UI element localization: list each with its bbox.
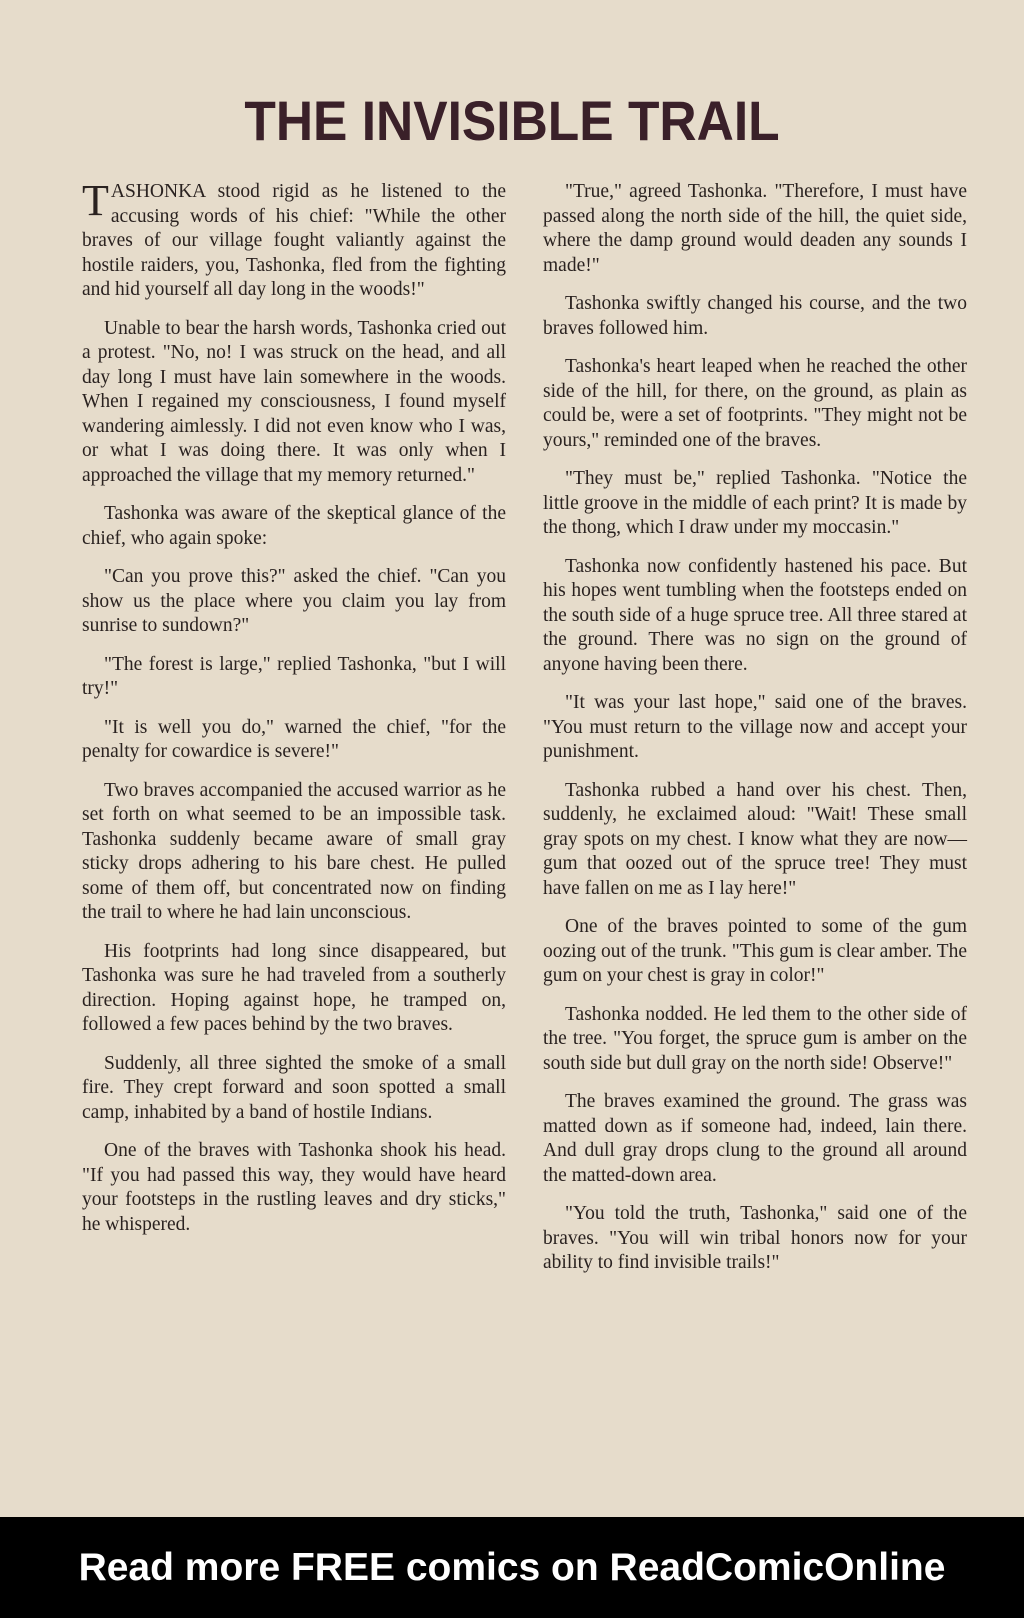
paragraph: His footprints had long since disappeared, but Tashonka was sure he had traveled from a southerly direction. Hoping against hope, he tramped on, followed a few paces behind by the two braves. [82, 940, 506, 1035]
paragraph: "The forest is large," replied Tashonka, "but I will try!" [82, 653, 506, 699]
paragraph: One of the braves with Tashonka shook his head. "If you had passed this way, they would have heard your footsteps in the rustling leaves and dry sticks," he whispered. [82, 1140, 506, 1235]
paragraph: Tashonka rubbed a hand over his chest. Then, suddenly, he exclaimed aloud: "Wait! These small gray spots on my chest. I know what they are now—gum that oozed out of the spruce tree! They must have fallen on me as I lay here!" [543, 779, 967, 899]
paragraph: The braves examined the ground. The grass was matted down as if someone had, indeed, lain there. And dull gray drops clung to the ground all around the matted-down area. [543, 1091, 967, 1186]
paragraph: Suddenly, all three sighted the smoke of a small fire. They crept forward and soon spotted a small camp, inhabited by a band of hostile Indians. [82, 1052, 506, 1123]
paragraph: Tashonka now confidently hastened his pace. But his hopes went tumbling when the footsteps ended on the south side of a huge spruce tree. All three stared at the ground. There was no sign on the ground of anyone having been there. [543, 555, 967, 675]
paragraph: "True," agreed Tashonka. "Therefore, I must have passed along the north side of the hill, the quiet side, where the damp ground would deaden any sounds I made!" [543, 181, 967, 276]
paragraph: Tashonka nodded. He led them to the other side of the tree. "You forget, the spruce gum is amber on the south side but dull gray on the north side! Observe!" [543, 1003, 967, 1074]
paragraph: Tashonka swiftly changed his course, and the two braves followed him. [543, 293, 967, 339]
paragraph: One of the braves pointed to some of the gum oozing out of the trunk. "This gum is clear amber. The gum on your chest is gray in color!" [543, 916, 967, 986]
left-column [82, 176, 506, 1251]
promo-banner[interactable]: Read more FREE comics on ReadComicOnline [0, 1517, 1024, 1618]
paragraph: Tashonka's heart leaped when he reached the other side of the hill, for there, on the ground, as plain as could be, were a set of footprints. "They might not be yours," reminded one of the braves. [543, 356, 967, 451]
paragraph: Unable to bear the harsh words, Tashonka cried out a protest. "No, no! I was struck on the head, and all day long I must have lain somewhere in the woods. When I regained my consciousness, I found myself wandering aimlessly. I did not even know who I was, or what I was doing there. It was only when I approached the village that my memory returned." [82, 317, 506, 486]
opening-paragraph [82, 176, 506, 303]
drop-cap: T [82, 176, 109, 225]
opening-text: ASHONKA stood rigid as he listened to the accusing words of his chief: "While the other braves of our village fought valiantly against the hostile raiders, you, Tashonka, fled from the fighting and hid yourself all day long in the woods!" [82, 181, 506, 300]
story-title: THE INVISIBLE TRAIL [244, 89, 780, 152]
paragraph: "Can you prove this?" asked the chief. "Can you show us the place where you claim you lay from sunrise to sundown?" [82, 566, 506, 636]
paragraph: "They must be," replied Tashonka. "Notice the little groove in the middle of each print? It is made by the thong, which I draw under my moccasin." [543, 468, 967, 538]
paragraph: Tashonka was aware of the skeptical glance of the chief, who again spoke: [82, 503, 506, 549]
paragraph: Two braves accompanied the accused warrior as he set forth on what seemed to be an impossible task. Tashonka suddenly became aware of small gray sticky drops adhering to his bare chest. He pulled some of them off, but concentrated now on finding the trail to where he had lain unconscious. [82, 779, 506, 923]
right-column [543, 180, 967, 1290]
paragraph: "It is well you do," warned the chief, "for the penalty for cowardice is severe!" [82, 716, 506, 762]
paragraph: "You told the truth, Tashonka," said one of the braves. "You will win tribal honors now for your ability to find invisible trails!" [543, 1203, 967, 1273]
paragraph: "It was your last hope," said one of the braves. "You must return to the village now and accept your punishment. [543, 692, 967, 762]
